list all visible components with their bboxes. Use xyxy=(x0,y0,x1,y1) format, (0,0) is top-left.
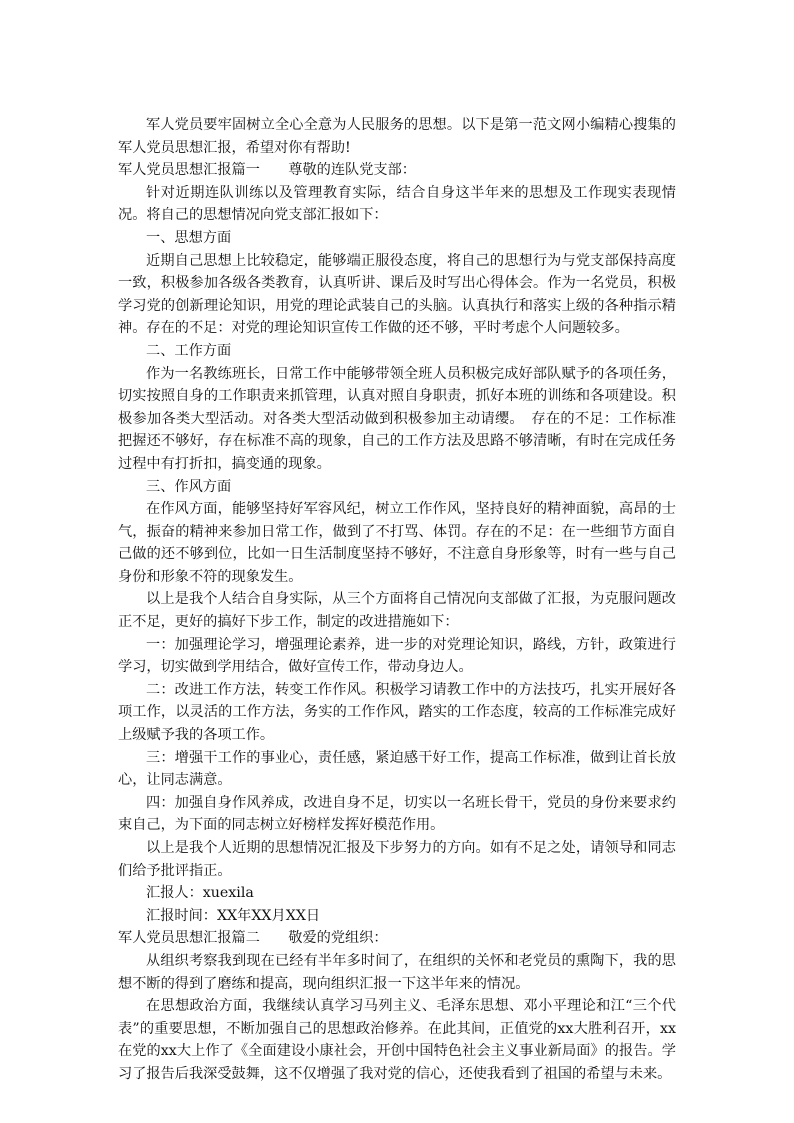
paragraph: 在作风方面，能够坚持好军容风纪，树立工作作风，坚持良好的精神面貌，高昂的士气，振奋的精神来参加日常工作，做到了不打骂、体罚。存在的不足：在一些细节方面自己做的还不够到位，比如一日生活制度坚持不够好，不注意自身形象等，时有一些与自己身份和形象不符的现象发生。 xyxy=(118,501,676,585)
section-title-two: 军人党员思想汇报篇二 敬爱的党组织： xyxy=(118,930,388,947)
subheading-style: 三、作风方面 xyxy=(146,478,232,495)
paragraph: 从组织考察我到现在已经有半年多时间了，在组织的关怀和老党员的熏陶下，我的思想不断的得到了磨练和提高，现向组织汇报一下这半年来的情况。 xyxy=(118,952,676,992)
paragraph: 在思想政治方面，我继续认真学习马列主义、毛泽东思想、邓小平理论和江“三个代表”的重要思想，不断加强自己的思想政治修养。在此其间，正值党的xx大胜利召开，xx在党的xx大上作了《全面建设小康社会，开创中国特色社会主义事业新局面》的报告。学习了报告后我深受鼓舞，这不仅增强了我对党的信心，还使我看到了祖国的希望与未来。 xyxy=(118,998,676,1082)
paragraph: 以上是我个人近期的思想情况汇报及下步努力的方向。如有不足之处，请领导和同志们给予批评指正。 xyxy=(118,840,676,879)
section-title-one: 军人党员思想汇报篇一 尊敬的连队党支部： xyxy=(118,162,416,179)
intro-paragraph: 军人党员要牢固树立全心全意为人民服务的思想。以下是第一范文网小编精心搜集的军人党员思想汇报，希望对你有帮助! xyxy=(118,117,676,156)
measure-item: 二：改进工作方法，转变工作作风。积极学习请教工作中的方法技巧，扎实开展好各项工作，以灵活的工作方法，务实的工作作风，踏实的工作态度，较高的工作标准完成好上级赋予我的各项工作。 xyxy=(118,681,676,744)
document-body xyxy=(118,114,676,1086)
paragraph: 针对近期连队训练以及管理教育实际，结合自身这半年来的思想及工作现实表现情况。将自己的思想情况向党支部汇报如下： xyxy=(118,184,676,224)
paragraph: 作为一名教练班长，日常工作中能够带领全班人员积极完成好部队赋予的各项任务，切实按照自身的工作职责来抓管理，认真对照自身职责，抓好本班的训练和各项建设。积极参加各类大型活动。对各类大型活动做到积极参加主动请缨。 存在的不足：工作标准把握还不够好，存在标准不高的现象，自己的工作方法及思路不够清晰，有时在完成任务过程中有打折扣，搞变通的现象。 xyxy=(118,365,676,472)
reporter-line: 汇报人：xuexila xyxy=(146,885,254,902)
report-date-line: 汇报时间：XX年XX月XX日 xyxy=(146,907,321,924)
measure-item: 四：加强自身作风养成，改进自身不足，切实以一名班长骨干，党员的身份来要求约束自己，为下面的同志树立好榜样发挥好模范作用。 xyxy=(118,794,676,834)
paragraph: 近期自己思想上比较稳定，能够端正服役态度，将自己的思想行为与党支部保持高度一致，积极参加各级各类教育，认真听讲、课后及时写出心得体会。作为一名党员，积极学习党的创新理论知识，用党的理论武装自己的头脑。认真执行和落实上级的各种指示精神。存在的不足：对党的理论知识宣传工作做的还不够，平时考虑个人问题较多。 xyxy=(118,252,676,337)
measure-item: 三：增强干工作的事业心，责任感，紧迫感干好工作，提高工作标准，做到让首长放心，让同志满意。 xyxy=(118,749,676,789)
measure-item: 一：加强理论学习，增强理论素养，进一步的对党理论知识，路线，方针，政策进行学习，切实做到学用结合，做好宣传工作，带动身边人。 xyxy=(118,636,676,676)
paragraph: 以上是我个人结合自身实际，从三个方面将自己情况向支部做了汇报，为克服问题改正不足，更好的搞好下步工作，制定的改进措施如下： xyxy=(118,591,676,631)
subheading-work: 二、工作方面 xyxy=(146,342,232,359)
subheading-thought: 一、思想方面 xyxy=(146,229,232,246)
